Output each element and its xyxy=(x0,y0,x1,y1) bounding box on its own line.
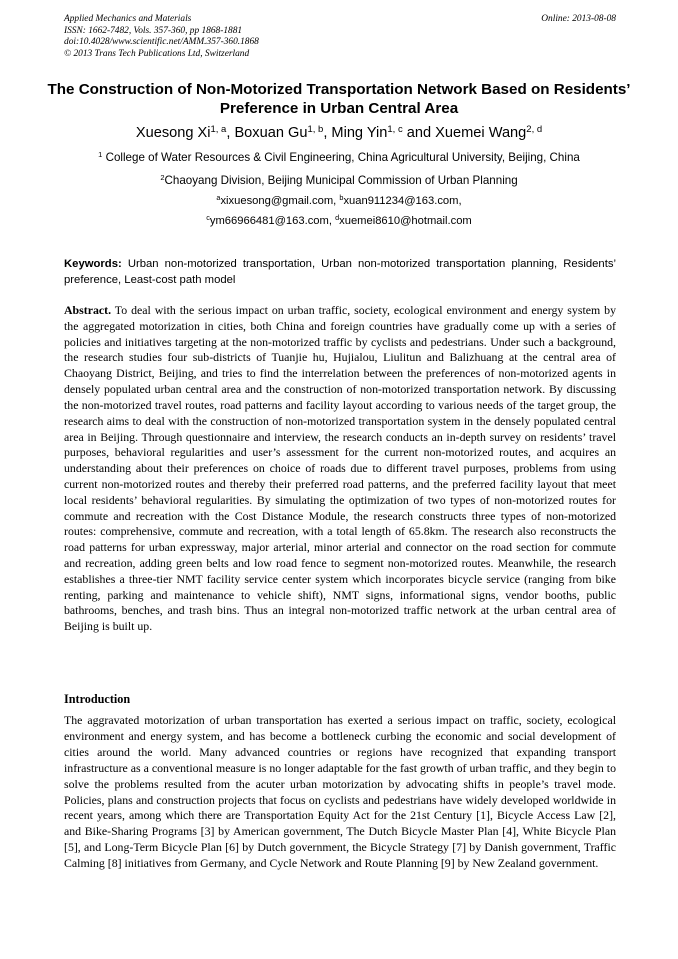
author-affiliation-mark: 1, b xyxy=(307,123,324,135)
affiliation-text: Chaoyang Division, Beijing Municipal Commission of Urban Planning xyxy=(164,174,518,187)
email-address[interactable]: xuan911234@163.com xyxy=(343,195,459,207)
email-address[interactable]: ym66966481@163.com xyxy=(209,215,329,227)
abstract-text: To deal with the serious impact on urban traffic, society, ecological environment and energy system by the aggregated motorization in cities, both China and foreign countries have gradually come up with a series of policies and initiatives targeting at the non-motorized traffic by cyclists and pedestrians. Under such a background, the research studies four sub-districts of Tuanjie hu, Hujialou, Liulitun and Balizhuang at the central area of Chaoyang District, Beijing, and tries to find the interrelation between the preferences of non-motorized agents in densely populated urban central area and the construction of non-motorized transportation network. By discussing the non-motorized travel routes, road patterns and facility layout according to various needs of the target group, the research aims to deal with the construction of non-motorized transportation system in the densely populated central area in Beijing. Through questionnaire and interview, the research conducts an in-depth survey on residents’ travel purposes, behavioral regularities and user’s assessment for the current non-motorized routes, and acquires an understanding about their preferences on choice of roads due to different travel purposes, problems from using current non-motorized routes and thereby their preferred road patterns, and the preferred facility layout that meet local residents’ behavioral regularities. By simulating the optimization of two types of non-motorized routes for commute and recreation with the Cost Distance Module, the research constructs three types of non-motorized routes: comprehensive, commute and recreation, with a total length of 65.8km. The research also reconstructs the road patterns for urban expressway, major arterial, minor arterial and connector on the road section for commute and recreation, adding green belts and low road fence to segment non-motorized routes. Meanwhile, the research establishes a three-tier NMT facility service center system which incorporates bicycle service (ranging from bike renting, parking and maintenance to vehicle shift), NMT signs, informational signs, vendor booths, public bathrooms, benches, and trash bins. Thus an integral non-motorized traffic network at the urban central area of Beijing is built up. xyxy=(64,303,617,634)
email-address[interactable]: xuemei8610@hotmail.com xyxy=(339,215,472,227)
author-name: Xuemei Wang xyxy=(435,125,527,141)
issn-line: ISSN: 1662-7482, Vols. 357-360, pp 1868-1881 xyxy=(64,25,243,36)
email-address[interactable]: xixuesong@gmail.com xyxy=(220,195,334,207)
author-separator: , xyxy=(323,125,332,141)
email-line-1: $^a$xixuesong@gmail.com, $^b$xuan911234@163.com, xyxy=(216,193,462,207)
affiliation-text: College of Water Resources & Civil Engineering, China Agricultural University, Beijing, China xyxy=(105,151,580,164)
email-mark: b xyxy=(339,193,344,202)
keywords-label: Keywords: xyxy=(64,258,122,270)
email-mark: d xyxy=(335,213,340,222)
author-conjunction: and xyxy=(402,125,436,141)
author-list xyxy=(40,124,638,142)
keywords-text: Urban non-motorized transportation, Urban non-motorized transportation planning, Residents’ preference, Least-cost path model xyxy=(64,258,616,286)
author-separator: , xyxy=(226,125,235,141)
journal-header xyxy=(64,14,616,60)
email-mark: a xyxy=(216,193,221,202)
affiliation-mark: 1 xyxy=(98,149,103,159)
paper-title: The Construction of Non-Motorized Transportation Network Based on Residents’ Preference in Urban Central Area xyxy=(47,81,631,117)
email-line-2: $^c$ym66966481@163.com, $^d$xuemei8610@hotmail.com xyxy=(206,213,472,227)
journal-name: Applied Mechanics and Materials xyxy=(64,14,192,24)
author-affiliation-mark: 1, a xyxy=(210,123,227,135)
author-name: Ming Yin xyxy=(331,125,388,141)
abstract-block xyxy=(64,303,616,635)
email-mark: c xyxy=(206,213,210,222)
abstract-label: Abstract. xyxy=(64,303,112,317)
affiliation-2 xyxy=(40,174,638,188)
author-name: Boxuan Gu xyxy=(234,125,308,141)
introduction-paragraph: The aggravated motorization of urban transportation has exerted a serious impact on traffic, society, ecological environment and energy system, and has become a bottleneck curbing the economic and social development of cities around the world. Many advanced countries or regions have recognized that expanding transport infrastructure as a conventional measure is no longer adaptable for the fast growth of urban traffic, and they begin to solve the problems resulted from the acuter urban motorization by advocating shifts in people’s travel mode. Policies, plans and construction projects that focus on cyclists and pedestrians have widely developed worldwide in recent years, among which there are Transportation Equity Act for the 21st Century [1], Bicycle Access Law [2], and Bike-Sharing Programs [3] by American government, The Dutch Bicycle Master Plan [4], White Bicycle Plan [5], and Long-Term Bicycle Plan [6] by Dutch government, the Bicycle Strategy [7] by Danish government, Traffic Calming [8] initiatives from Germany, and Cycle Network and Route Planning [9] by New Zealand government. xyxy=(64,713,616,871)
keywords-block xyxy=(64,257,616,288)
copyright-line: © 2013 Trans Tech Publications Ltd, Switzerland xyxy=(64,48,250,59)
online-date: Online: 2013-08-08 xyxy=(541,14,616,24)
section-heading-introduction: Introduction xyxy=(64,692,131,706)
doi-line[interactable]: doi:10.4028/www.scientific.net/AMM.357-360.1868 xyxy=(64,37,259,48)
author-name: Xuesong Xi xyxy=(135,125,211,141)
affiliation-1 xyxy=(40,151,638,165)
affiliation-mark: 2 xyxy=(160,172,165,182)
author-affiliation-mark: 2, d xyxy=(526,123,543,135)
author-affiliation-mark: 1, c xyxy=(387,123,403,135)
